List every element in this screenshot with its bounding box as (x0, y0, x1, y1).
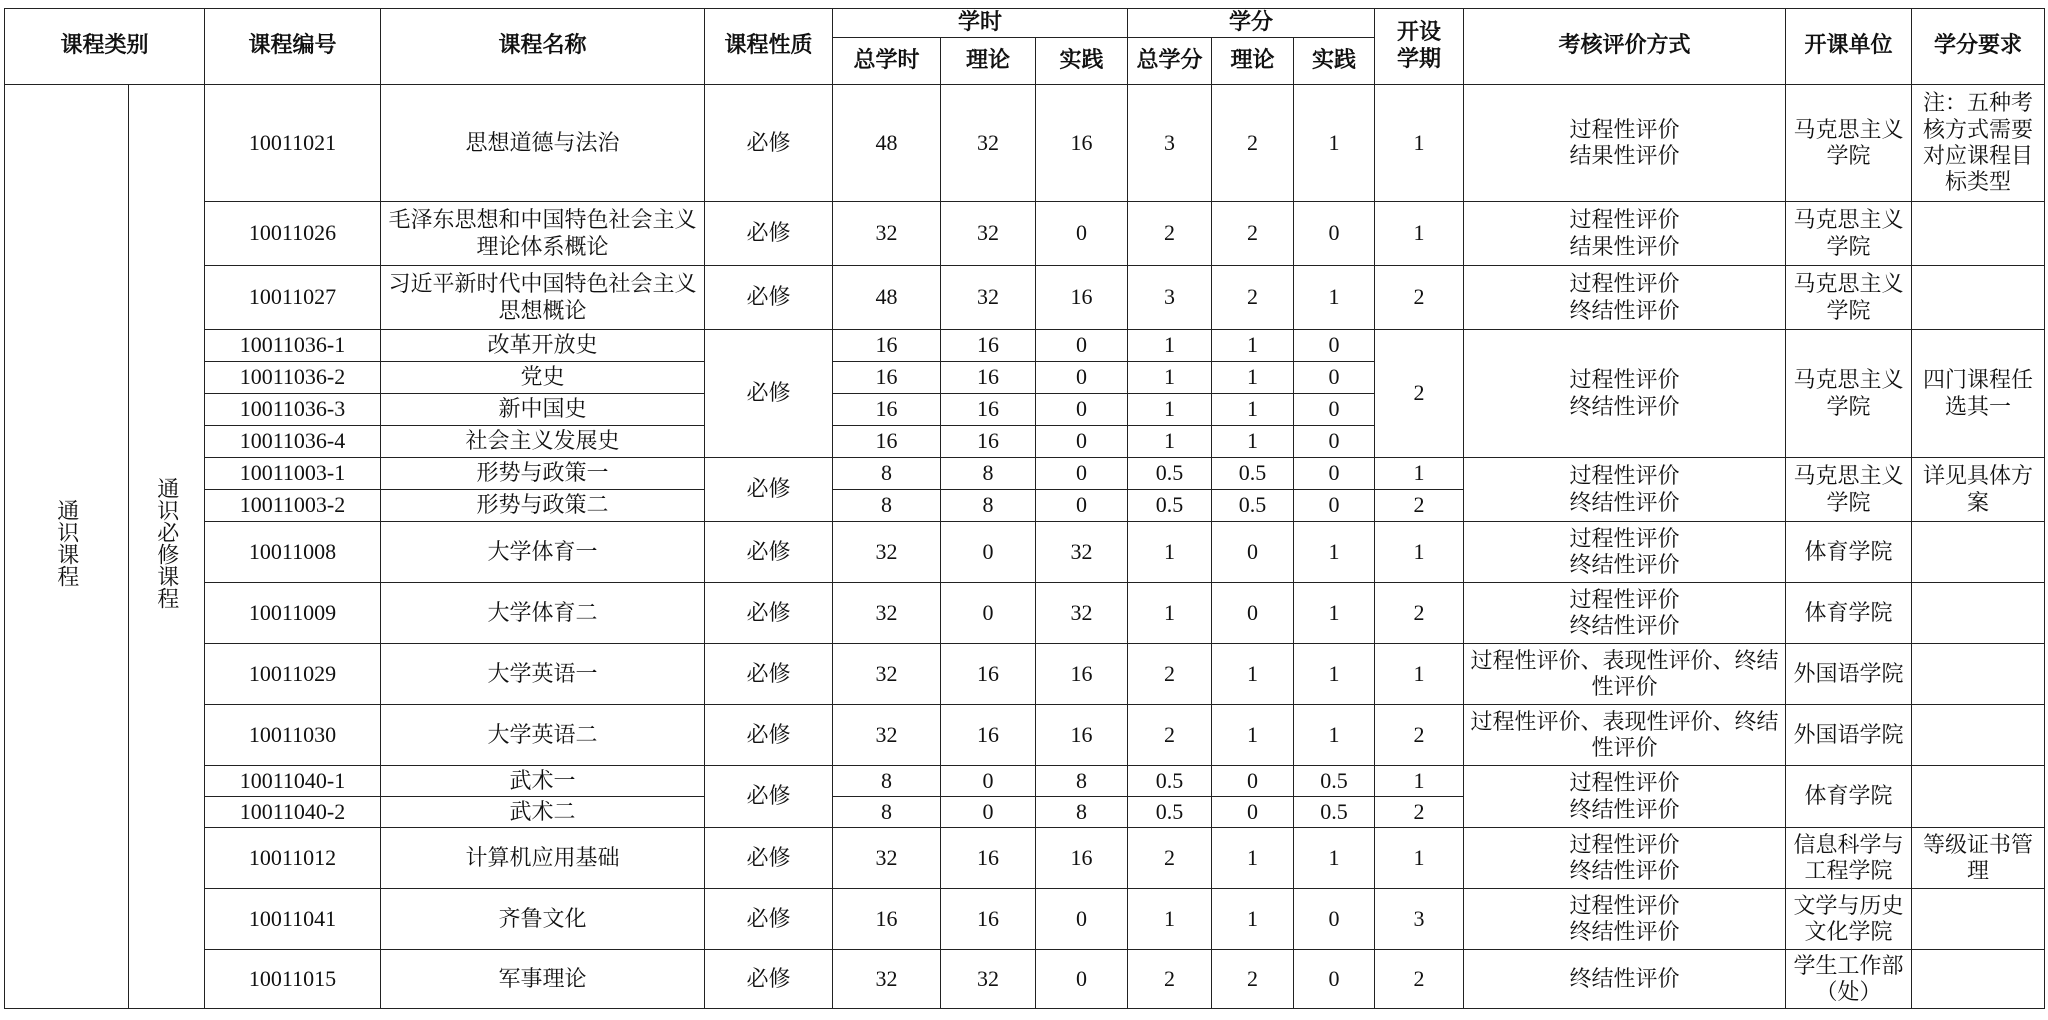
cell-assessment: 过程性评价、表现性评价、终结性评价 (1464, 705, 1786, 766)
header-department: 开课单位 (1786, 9, 1912, 85)
cell-hours-practice: 32 (1036, 583, 1128, 644)
cell-hours-practice: 16 (1036, 705, 1128, 766)
cell-credits-practice: 1 (1294, 828, 1375, 889)
cell-semester: 2 (1375, 330, 1464, 458)
header-hours: 学时 (833, 9, 1128, 38)
cell-credit-note: 等级证书管理 (1912, 828, 2045, 889)
cell-code: 10011040-1 (205, 766, 381, 797)
cell-credits-theory: 0 (1212, 766, 1294, 797)
cell-assessment: 过程性评价 终结性评价 (1464, 828, 1786, 889)
header-credit-requirement: 学分要求 (1912, 9, 2045, 85)
cell-name: 党史 (381, 362, 705, 394)
cell-code: 10011015 (205, 950, 381, 1009)
cell-hours-total: 48 (833, 85, 941, 202)
cell-hours-theory: 16 (941, 889, 1036, 950)
category-major-cell (5, 85, 129, 1009)
header-course-nature: 课程性质 (705, 9, 833, 85)
header-credits-theory: 理论 (1212, 38, 1294, 85)
cell-credits-theory: 1 (1212, 330, 1294, 362)
cell-assessment: 终结性评价 (1464, 950, 1786, 1009)
cell-hours-theory: 32 (941, 266, 1036, 330)
cell-credits-practice: 0 (1294, 426, 1375, 458)
header-semester: 开设 学期 (1375, 9, 1464, 85)
cell-credits-total: 2 (1128, 644, 1212, 705)
cell-credits-total: 2 (1128, 950, 1212, 1009)
cell-code: 10011036-1 (205, 330, 381, 362)
cell-credit-note (1912, 644, 2045, 705)
cell-credits-theory: 0 (1212, 583, 1294, 644)
cell-credits-total: 1 (1128, 583, 1212, 644)
cell-nature: 必修 (705, 950, 833, 1009)
cell-name: 毛泽东思想和中国特色社会主义理论体系概论 (381, 202, 705, 266)
cell-hours-practice: 0 (1036, 950, 1128, 1009)
cell-department: 马克思主义学院 (1786, 458, 1912, 522)
cell-credits-practice: 0 (1294, 490, 1375, 522)
cell-name: 武术二 (381, 797, 705, 828)
cell-hours-practice: 0 (1036, 362, 1128, 394)
cell-code: 10011040-2 (205, 797, 381, 828)
cell-credits-practice: 0 (1294, 202, 1375, 266)
cell-semester: 2 (1375, 490, 1464, 522)
cell-credits-total: 0.5 (1128, 797, 1212, 828)
cell-credit-note (1912, 583, 2045, 644)
cell-semester: 1 (1375, 828, 1464, 889)
cell-department: 体育学院 (1786, 766, 1912, 828)
table-row (5, 766, 2045, 797)
cell-hours-total: 16 (833, 889, 941, 950)
cell-hours-theory: 0 (941, 583, 1036, 644)
cell-name: 习近平新时代中国特色社会主义思想概论 (381, 266, 705, 330)
cell-credits-total: 0.5 (1128, 766, 1212, 797)
cell-semester: 3 (1375, 889, 1464, 950)
cell-name: 改革开放史 (381, 330, 705, 362)
cell-hours-theory: 0 (941, 522, 1036, 583)
cell-name: 齐鲁文化 (381, 889, 705, 950)
category-major: 通识课程 (54, 499, 80, 588)
cell-credits-practice: 0 (1294, 362, 1375, 394)
cell-hours-total: 16 (833, 362, 941, 394)
cell-credits-total: 0.5 (1128, 458, 1212, 490)
cell-hours-practice: 0 (1036, 889, 1128, 950)
cell-credits-theory: 0.5 (1212, 458, 1294, 490)
cell-credits-total: 1 (1128, 889, 1212, 950)
cell-credits-practice: 1 (1294, 705, 1375, 766)
cell-hours-practice: 8 (1036, 797, 1128, 828)
cell-credits-theory: 2 (1212, 202, 1294, 266)
cell-name: 形势与政策二 (381, 490, 705, 522)
cell-department: 信息科学与工程学院 (1786, 828, 1912, 889)
table-row (5, 522, 2045, 583)
header-credits-total: 总学分 (1128, 38, 1212, 85)
header-hours-practice: 实践 (1036, 38, 1128, 85)
cell-credit-note (1912, 522, 2045, 583)
cell-hours-theory: 16 (941, 426, 1036, 458)
cell-name: 思想道德与法治 (381, 85, 705, 202)
cell-code: 10011041 (205, 889, 381, 950)
cell-credits-theory: 1 (1212, 705, 1294, 766)
cell-semester: 1 (1375, 522, 1464, 583)
cell-name: 形势与政策一 (381, 458, 705, 490)
cell-credits-practice: 1 (1294, 644, 1375, 705)
cell-credits-theory: 2 (1212, 950, 1294, 1009)
cell-hours-total: 16 (833, 394, 941, 426)
cell-name: 新中国史 (381, 394, 705, 426)
cell-credit-note (1912, 266, 2045, 330)
header-assessment: 考核评价方式 (1464, 9, 1786, 85)
header-course-name: 课程名称 (381, 9, 705, 85)
cell-credits-total: 1 (1128, 426, 1212, 458)
cell-name: 大学英语二 (381, 705, 705, 766)
cell-code: 10011030 (205, 705, 381, 766)
cell-credit-note: 注：五种考核方式需要对应课程目标类型 (1912, 85, 2045, 202)
cell-name: 武术一 (381, 766, 705, 797)
cell-credits-total: 1 (1128, 522, 1212, 583)
cell-credits-total: 0.5 (1128, 490, 1212, 522)
header-hours-theory: 理论 (941, 38, 1036, 85)
cell-credits-practice: 0.5 (1294, 797, 1375, 828)
cell-credit-note (1912, 950, 2045, 1009)
cell-hours-practice: 0 (1036, 490, 1128, 522)
header-row (5, 9, 2045, 38)
cell-hours-total: 32 (833, 950, 941, 1009)
header-course-code: 课程编号 (205, 9, 381, 85)
cell-nature: 必修 (705, 202, 833, 266)
table-row (5, 889, 2045, 950)
table-row (5, 583, 2045, 644)
cell-semester: 2 (1375, 266, 1464, 330)
cell-credits-practice: 0 (1294, 889, 1375, 950)
cell-assessment: 过程性评价 终结性评价 (1464, 266, 1786, 330)
cell-hours-practice: 16 (1036, 644, 1128, 705)
cell-code: 10011029 (205, 644, 381, 705)
category-minor: 通识必修课程 (154, 477, 180, 610)
cell-hours-total: 8 (833, 766, 941, 797)
cell-assessment: 过程性评价 结果性评价 (1464, 202, 1786, 266)
cell-hours-theory: 32 (941, 950, 1036, 1009)
cell-credits-practice: 0 (1294, 458, 1375, 490)
cell-credit-note (1912, 766, 2045, 828)
cell-code: 10011036-4 (205, 426, 381, 458)
cell-hours-practice: 0 (1036, 458, 1128, 490)
cell-semester: 1 (1375, 766, 1464, 797)
course-table (4, 8, 2045, 1009)
cell-hours-total: 48 (833, 266, 941, 330)
cell-semester: 1 (1375, 202, 1464, 266)
table-row (5, 330, 2045, 362)
cell-hours-theory: 16 (941, 330, 1036, 362)
cell-credits-practice: 1 (1294, 266, 1375, 330)
cell-semester: 1 (1375, 644, 1464, 705)
cell-nature: 必修 (705, 889, 833, 950)
cell-hours-theory: 8 (941, 458, 1036, 490)
cell-semester: 1 (1375, 458, 1464, 490)
cell-credit-note (1912, 202, 2045, 266)
cell-hours-practice: 32 (1036, 522, 1128, 583)
cell-credits-theory: 0 (1212, 797, 1294, 828)
cell-code: 10011008 (205, 522, 381, 583)
cell-hours-theory: 16 (941, 705, 1036, 766)
cell-semester: 1 (1375, 85, 1464, 202)
table-row (5, 458, 2045, 490)
cell-hours-total: 32 (833, 522, 941, 583)
cell-hours-theory: 0 (941, 797, 1036, 828)
table-row (5, 705, 2045, 766)
cell-hours-theory: 32 (941, 202, 1036, 266)
cell-assessment: 过程性评价、表现性评价、终结性评价 (1464, 644, 1786, 705)
cell-hours-theory: 32 (941, 85, 1036, 202)
cell-credits-theory: 1 (1212, 644, 1294, 705)
cell-credits-total: 1 (1128, 330, 1212, 362)
cell-hours-total: 8 (833, 797, 941, 828)
cell-assessment: 过程性评价 结果性评价 (1464, 85, 1786, 202)
cell-code: 10011012 (205, 828, 381, 889)
cell-credits-total: 2 (1128, 828, 1212, 889)
header-hours-total: 总学时 (833, 38, 941, 85)
cell-hours-practice: 16 (1036, 85, 1128, 202)
cell-hours-practice: 0 (1036, 394, 1128, 426)
cell-credits-practice: 0 (1294, 394, 1375, 426)
cell-credit-note (1912, 705, 2045, 766)
cell-credits-theory: 0 (1212, 522, 1294, 583)
cell-credits-practice: 0 (1294, 950, 1375, 1009)
cell-credit-note: 四门课程任选其一 (1912, 330, 2045, 458)
table-row (5, 85, 2045, 202)
cell-hours-practice: 0 (1036, 202, 1128, 266)
cell-name: 大学英语一 (381, 644, 705, 705)
cell-department: 外国语学院 (1786, 705, 1912, 766)
cell-code: 10011036-2 (205, 362, 381, 394)
cell-nature: 必修 (705, 522, 833, 583)
cell-hours-practice: 0 (1036, 426, 1128, 458)
cell-hours-theory: 16 (941, 828, 1036, 889)
cell-credits-total: 2 (1128, 705, 1212, 766)
cell-assessment: 过程性评价 终结性评价 (1464, 330, 1786, 458)
cell-code: 10011021 (205, 85, 381, 202)
cell-nature: 必修 (705, 766, 833, 828)
cell-department: 马克思主义学院 (1786, 85, 1912, 202)
cell-credits-practice: 0.5 (1294, 766, 1375, 797)
cell-nature: 必修 (705, 705, 833, 766)
cell-code: 10011003-1 (205, 458, 381, 490)
cell-credits-total: 1 (1128, 362, 1212, 394)
cell-department: 马克思主义学院 (1786, 202, 1912, 266)
cell-hours-total: 16 (833, 330, 941, 362)
cell-assessment: 过程性评价 终结性评价 (1464, 522, 1786, 583)
cell-credits-theory: 2 (1212, 266, 1294, 330)
cell-code: 10011036-3 (205, 394, 381, 426)
cell-credit-note: 详见具体方案 (1912, 458, 2045, 522)
cell-credits-practice: 1 (1294, 522, 1375, 583)
cell-name: 军事理论 (381, 950, 705, 1009)
cell-department: 马克思主义学院 (1786, 330, 1912, 458)
cell-nature: 必修 (705, 583, 833, 644)
cell-nature: 必修 (705, 644, 833, 705)
header-credits: 学分 (1128, 9, 1375, 38)
table-row (5, 644, 2045, 705)
cell-hours-theory: 0 (941, 766, 1036, 797)
cell-code: 10011003-2 (205, 490, 381, 522)
cell-department: 学生工作部（处） (1786, 950, 1912, 1009)
cell-credit-note (1912, 889, 2045, 950)
cell-department: 外国语学院 (1786, 644, 1912, 705)
cell-assessment: 过程性评价 终结性评价 (1464, 766, 1786, 828)
cell-nature: 必修 (705, 458, 833, 522)
cell-code: 10011027 (205, 266, 381, 330)
cell-credits-theory: 1 (1212, 828, 1294, 889)
cell-department: 体育学院 (1786, 522, 1912, 583)
cell-credits-practice: 1 (1294, 85, 1375, 202)
cell-department: 马克思主义学院 (1786, 266, 1912, 330)
cell-credits-theory: 1 (1212, 426, 1294, 458)
table-row (5, 828, 2045, 889)
cell-nature: 必修 (705, 85, 833, 202)
cell-hours-theory: 8 (941, 490, 1036, 522)
cell-name: 社会主义发展史 (381, 426, 705, 458)
cell-nature: 必修 (705, 266, 833, 330)
cell-hours-total: 8 (833, 490, 941, 522)
cell-code: 10011009 (205, 583, 381, 644)
cell-credits-practice: 0 (1294, 330, 1375, 362)
cell-department: 文学与历史文化学院 (1786, 889, 1912, 950)
cell-assessment: 过程性评价 终结性评价 (1464, 458, 1786, 522)
cell-semester: 2 (1375, 705, 1464, 766)
cell-name: 大学体育一 (381, 522, 705, 583)
cell-hours-theory: 16 (941, 394, 1036, 426)
cell-credits-theory: 1 (1212, 889, 1294, 950)
cell-hours-total: 32 (833, 828, 941, 889)
cell-semester: 2 (1375, 797, 1464, 828)
cell-credits-theory: 2 (1212, 85, 1294, 202)
cell-assessment: 过程性评价 终结性评价 (1464, 889, 1786, 950)
category-minor-cell (129, 85, 205, 1009)
table-row (5, 950, 2045, 1009)
header-credits-practice: 实践 (1294, 38, 1375, 85)
cell-credits-total: 1 (1128, 394, 1212, 426)
cell-hours-practice: 8 (1036, 766, 1128, 797)
cell-semester: 2 (1375, 583, 1464, 644)
cell-hours-total: 32 (833, 583, 941, 644)
table-row (5, 266, 2045, 330)
cell-hours-practice: 16 (1036, 828, 1128, 889)
cell-hours-practice: 16 (1036, 266, 1128, 330)
cell-credits-total: 3 (1128, 85, 1212, 202)
cell-department: 体育学院 (1786, 583, 1912, 644)
cell-hours-total: 16 (833, 426, 941, 458)
cell-hours-theory: 16 (941, 644, 1036, 705)
cell-hours-total: 8 (833, 458, 941, 490)
cell-assessment: 过程性评价 终结性评价 (1464, 583, 1786, 644)
cell-hours-total: 32 (833, 202, 941, 266)
cell-credits-total: 3 (1128, 266, 1212, 330)
cell-nature: 必修 (705, 330, 833, 458)
cell-name: 大学体育二 (381, 583, 705, 644)
cell-nature: 必修 (705, 828, 833, 889)
cell-hours-total: 32 (833, 644, 941, 705)
cell-semester: 2 (1375, 950, 1464, 1009)
cell-credits-total: 2 (1128, 202, 1212, 266)
cell-credits-theory: 1 (1212, 362, 1294, 394)
cell-hours-practice: 0 (1036, 330, 1128, 362)
header-course-category: 课程类别 (5, 9, 205, 85)
cell-credits-practice: 1 (1294, 583, 1375, 644)
cell-name: 计算机应用基础 (381, 828, 705, 889)
cell-hours-total: 32 (833, 705, 941, 766)
cell-credits-theory: 1 (1212, 394, 1294, 426)
cell-hours-theory: 16 (941, 362, 1036, 394)
table-row (5, 202, 2045, 266)
cell-code: 10011026 (205, 202, 381, 266)
cell-credits-theory: 0.5 (1212, 490, 1294, 522)
